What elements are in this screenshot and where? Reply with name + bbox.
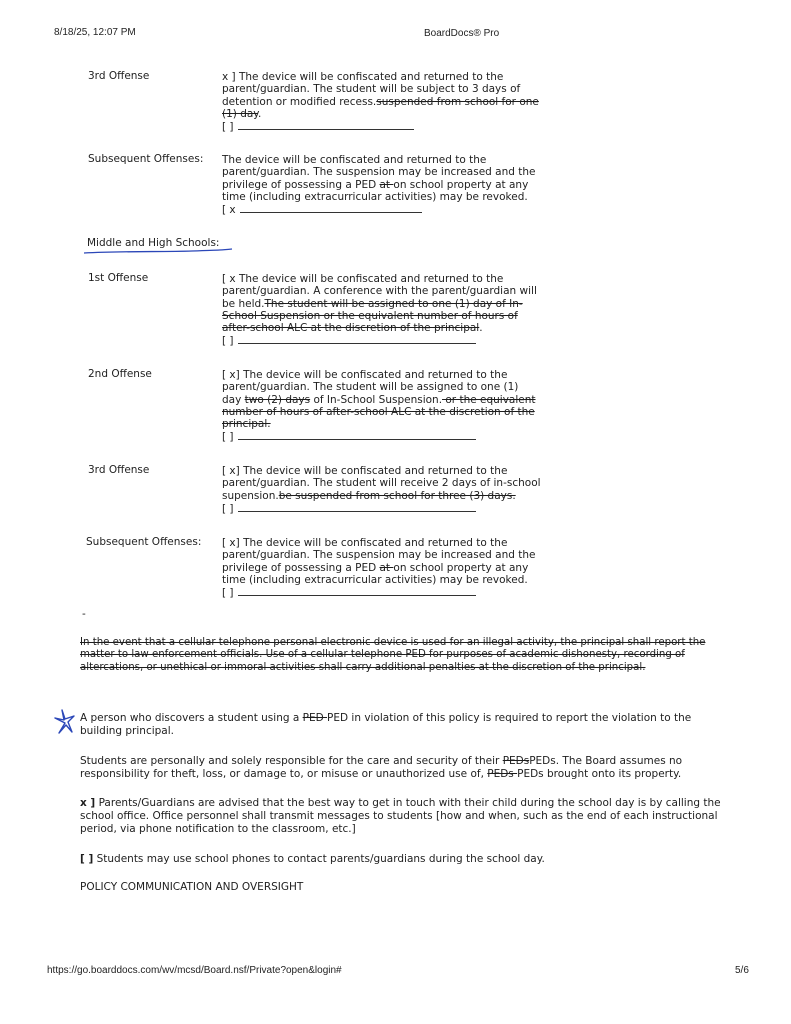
- handwritten-star-icon: [52, 706, 76, 736]
- blank-line: [238, 334, 476, 344]
- checkbox-marker: [ ]: [222, 587, 234, 600]
- offense-label-mh-2nd: 2nd Offense: [88, 368, 152, 380]
- offense-text-elem-subsequent: The device will be confiscated and returned to the parent/guardian. The suspension may be increased and the privilege of possessing a PED at on school property at any time (including extracurricular activities) may be revoked. [ x: [222, 154, 536, 217]
- policy-heading: POLICY COMMUNICATION AND OVERSIGHT: [80, 881, 304, 893]
- offense-label-elem-3rd: 3rd Offense: [88, 70, 150, 82]
- blank-line: [238, 586, 476, 596]
- offense-label-mh-3rd: 3rd Offense: [88, 464, 150, 476]
- checkbox-marker: [ x: [222, 204, 236, 217]
- offense-text-mh-2nd: [ x] The device will be confiscated and returned to the parent/guardian. The student will be assigned to one (1) day two (2) days of In-School Suspension. or the equivalent number of hours of after-school ALC at the discretion of the principal. [ ]: [222, 369, 536, 444]
- offense-text-mh-3rd: [ x] The device will be confiscated and returned to the parent/guardian. The student will receive 2 days of in-school supension.be suspended from school for three (3) days. [ ]: [222, 465, 541, 515]
- phones-paragraph: [ ] Students may use school phones to contact parents/guardians during the school day.: [80, 853, 545, 865]
- responsibility-paragraph: Students are personally and solely responsible for the care and security of their PEDsPEDs. The Board assumes no responsibility for theft, loss, or damage to, or misuse or unauthorized use of, PEDs PEDs brought onto its property.: [80, 755, 683, 781]
- handwritten-underline: [82, 247, 234, 257]
- checkbox-marker: [ ]: [222, 121, 234, 134]
- offense-text-elem-3rd: x ] The device will be confiscated and returned to the parent/guardian. The student will be subject to 3 days of detention or modified recess.suspended from school for one (1) day. [ ]: [222, 71, 539, 134]
- dash-mark: -: [82, 608, 86, 620]
- offense-label-mh-1st: 1st Offense: [88, 272, 149, 284]
- offense-label-elem-subsequent: Subsequent Offenses:: [88, 153, 204, 165]
- blank-line: [240, 203, 422, 213]
- blank-line: [238, 120, 414, 130]
- section-title-middle-high: Middle and High Schools:: [87, 237, 220, 249]
- checkbox-marker: [ ]: [222, 335, 234, 348]
- parents-paragraph: x ] Parents/Guardians are advised that the best way to get in touch with their child during the school day is by calling the school office. Office personnel shall transmit messages to students [how and when, such as the end of each instructional period, via phone notification to the classroom, etc.]: [80, 797, 721, 836]
- struck-paragraph: In the event that a cellular telephone personal electronic device is used for an illegal activity, the principal shall report the matter to law enforcement officials. Use of a cellular telephone PED for purposes of academic dishonesty, recording of altercations, or unethical or immoral activities shall carry additional penalties at the discretion of the principal.: [80, 637, 706, 673]
- selected-option-marker: x ]: [80, 797, 96, 809]
- blank-line: [238, 502, 476, 512]
- offense-label-mh-subsequent: Subsequent Offenses:: [86, 536, 202, 548]
- offense-text-mh-subsequent: [ x] The device will be confiscated and returned to the parent/guardian. The suspension may be increased and the privilege of possessing a PED at on school property at any time (including extracurricular activities) may be revoked. [ ]: [222, 537, 536, 600]
- page-number: 5/6: [735, 965, 749, 976]
- offense-text-mh-1st: [ x The device will be confiscated and returned to the parent/guardian. A conference with the parent/guardian will be held.The student will be assigned to one (1) day of In- School Suspension or the equivalent number of hours of after-school ALC at the discretion of the principal. [ ]: [222, 273, 537, 348]
- checkbox-marker: [ ]: [222, 502, 234, 515]
- print-datetime: 8/18/25, 12:07 PM: [54, 27, 136, 38]
- report-paragraph: A person who discovers a student using a PED PED in violation of this policy is required to report the violation to the building principal.: [80, 712, 692, 738]
- checkbox-marker: [ ]: [222, 431, 234, 444]
- option-marker: [ ]: [80, 853, 94, 865]
- blank-line: [238, 430, 476, 440]
- app-title: BoardDocs® Pro: [424, 28, 500, 39]
- page-url-link[interactable]: https://go.boarddocs.com/wv/mcsd/Board.nsf/Private?open&login#: [47, 965, 342, 976]
